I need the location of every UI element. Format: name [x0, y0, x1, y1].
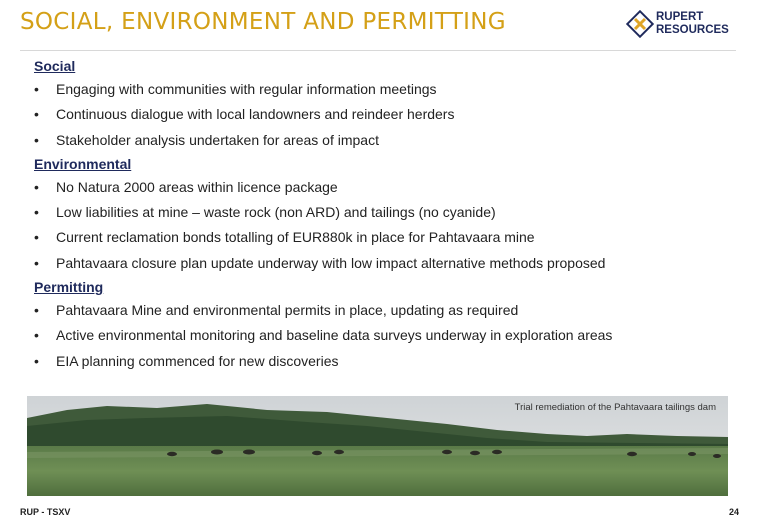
- section-heading-social: Social: [34, 58, 76, 74]
- company-logo: [626, 10, 741, 40]
- bullet-icon: •: [34, 302, 39, 319]
- photo-caption: Trial remediation of the Pahtavaara tailings dam: [514, 402, 716, 413]
- list-item: [34, 298, 734, 323]
- bullet-text: Stakeholder analysis undertaken for areas of impact: [56, 131, 379, 148]
- bullet-icon: •: [34, 81, 39, 97]
- bullet-icon: •: [34, 327, 39, 344]
- section-heading-permitting: Permitting: [34, 279, 104, 296]
- diamond-x-logo-icon: [626, 10, 654, 38]
- list-item: [34, 175, 734, 200]
- bullet-icon: •: [34, 204, 39, 221]
- bullet-icon: •: [34, 229, 39, 246]
- bullet-text: Current reclamation bonds totalling of EUR880k in place for Pahtavaara mine: [56, 229, 535, 246]
- bullet-icon: •: [34, 131, 39, 148]
- bullet-text: Engaging with communities with regular information meetings: [56, 81, 437, 97]
- tailings-dam-photo: [27, 396, 728, 496]
- list-item: [34, 349, 734, 374]
- bullet-icon: •: [34, 106, 39, 123]
- main-content: [34, 55, 734, 374]
- bullet-text: Low liabilities at mine – waste rock (non ARD) and tailings (no cyanide): [56, 204, 496, 221]
- list-item: [34, 77, 734, 102]
- list-item: [34, 128, 734, 153]
- bullet-text: Continuous dialogue with local landowners and reindeer herders: [56, 106, 455, 123]
- section-heading-environmental: Environmental: [34, 155, 132, 172]
- list-item: [34, 251, 734, 276]
- bullet-text: Active environmental monitoring and baseline data surveys underway in exploration areas: [56, 327, 613, 344]
- list-item: [34, 102, 734, 127]
- page-title: SOCIAL, ENVIRONMENT AND PERMITTING: [20, 9, 506, 35]
- bullet-icon: •: [34, 352, 39, 369]
- list-item: [34, 225, 734, 250]
- bullet-icon: •: [34, 254, 39, 271]
- logo-line-2: RESOURCES: [656, 24, 729, 36]
- logo-wordmark: [656, 11, 729, 37]
- bullet-text: No Natura 2000 areas within licence package: [56, 178, 338, 195]
- bullet-text: EIA planning commenced for new discoveries: [56, 352, 339, 369]
- list-item: [34, 323, 734, 348]
- logo-line-1: RUPERT: [656, 11, 704, 23]
- footer-ticker: RUP - TSXV: [20, 507, 71, 517]
- list-item: [34, 200, 734, 225]
- bullet-icon: •: [34, 178, 39, 195]
- title-divider: [20, 50, 736, 51]
- bullet-text: Pahtavaara closure plan update underway with low impact alternative methods proposed: [56, 254, 606, 271]
- bullet-text: Pahtavaara Mine and environmental permits in place, updating as required: [56, 302, 519, 319]
- page-number: 24: [728, 507, 739, 517]
